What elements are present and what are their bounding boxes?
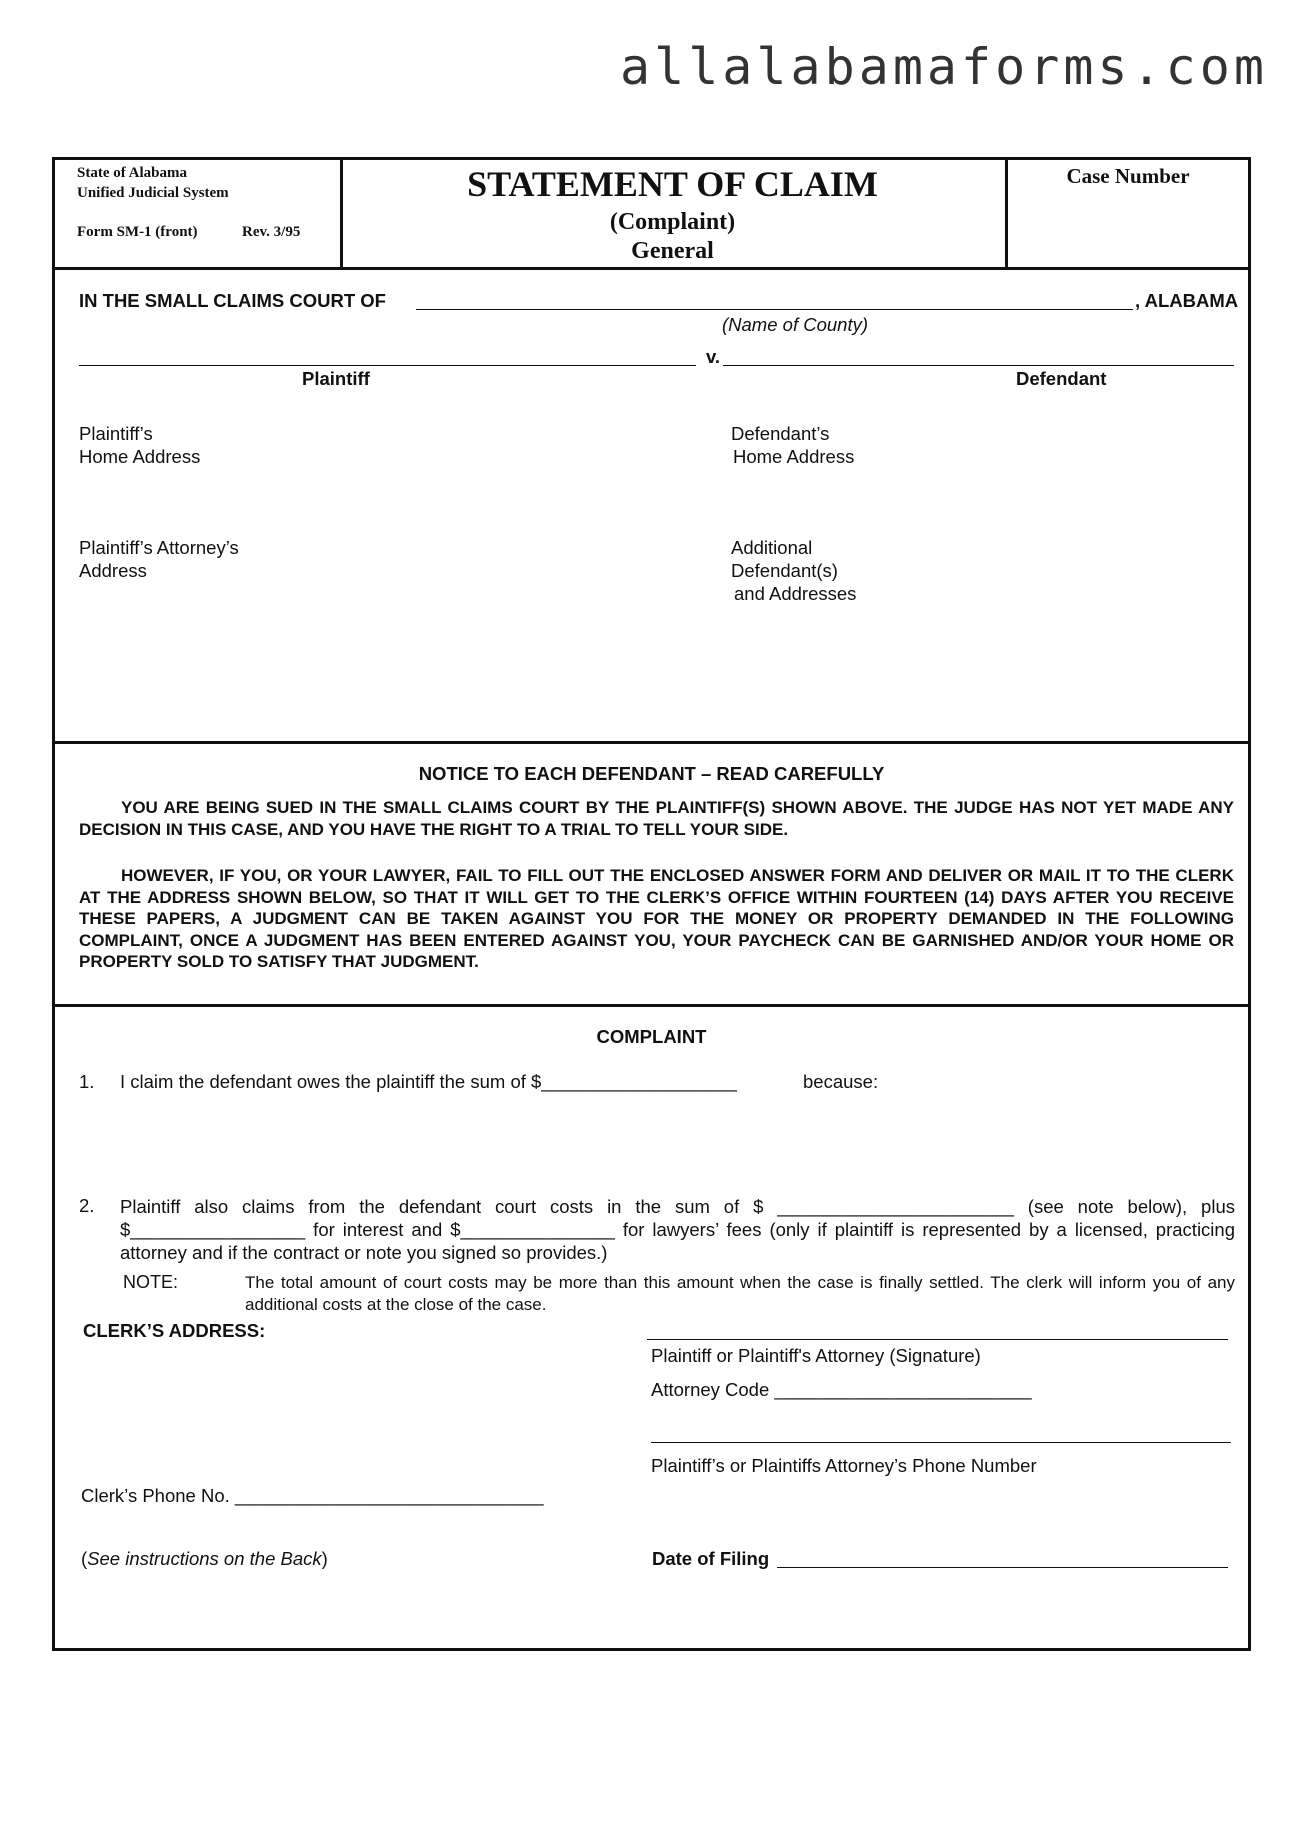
revision-label: Rev. 3/95 — [242, 224, 301, 240]
notice-paragraph-1: YOU ARE BEING SUED IN THE SMALL CLAIMS COURT BY THE PLAINTIFF(S) SHOWN ABOVE. THE JUDGE HAS NOT YET MADE ANY DECISION IN THIS CASE, AND YOU HAVE THE RIGHT TO A TRIAL TO TELL YOUR SIDE. — [79, 798, 1234, 839]
form-title: STATEMENT OF CLAIM — [467, 164, 878, 204]
court-suffix: , ALABAMA — [1135, 290, 1239, 311]
attorney-code-field[interactable]: Attorney Code _________________________ — [651, 1379, 1032, 1400]
date-of-filing-field[interactable] — [777, 1567, 1228, 1568]
complaint-section — [55, 1004, 1248, 1648]
note-label: NOTE: — [123, 1272, 179, 1292]
item-1-suffix: because: — [803, 1071, 879, 1092]
item-2-text: Plaintiff also claims from the defendant court costs in the sum of $ _______________________ (see note below), plus $_________________ for interest and $_______________ for lawyers’ fees (only if plaintiff is represented by a licensed, practicing attorney and if the contract or note you signed so provides.) — [120, 1196, 1235, 1263]
attorney-address-label-2: Address — [79, 560, 147, 581]
plaintiff-name-field[interactable] — [79, 365, 696, 366]
form-identity-box — [55, 160, 343, 267]
notice-title: NOTICE TO EACH DEFENDANT – READ CAREFULLY — [418, 763, 885, 784]
versus-label: v. — [706, 346, 721, 367]
county-hint: (Name of County) — [722, 314, 868, 335]
title-box — [340, 160, 1008, 267]
case-number-box[interactable] — [1008, 160, 1248, 267]
county-field[interactable] — [416, 309, 1133, 310]
signature-line[interactable] — [647, 1339, 1228, 1340]
defendant-name-field[interactable] — [723, 365, 1234, 366]
additional-defendants-label-2: Defendant(s) — [731, 560, 838, 581]
state-label: State of Alabama — [77, 165, 187, 181]
parties-section — [55, 267, 1248, 744]
form-header — [55, 160, 1248, 270]
instructions-text: See instructions on the Back — [87, 1548, 322, 1569]
plaintiff-home-label-1: Plaintiff’s — [79, 423, 153, 444]
defendant-label: Defendant — [1016, 368, 1107, 389]
item-1-number: 1. — [79, 1071, 95, 1092]
court-prefix: IN THE SMALL CLAIMS COURT OF — [79, 290, 386, 311]
watermark: allalabamaforms.com — [620, 38, 1268, 96]
instructions-note — [81, 1548, 328, 1570]
defendant-home-label-1: Defendant’s — [731, 423, 830, 444]
signature-label: Plaintiff or Plaintiff's Attorney (Signature) — [651, 1345, 981, 1366]
additional-defendants-label-1: Additional — [731, 537, 813, 558]
instructions-close: ) — [321, 1548, 328, 1569]
phone-number-line[interactable] — [651, 1442, 1231, 1443]
judicial-system-label: Unified Judicial System — [77, 185, 229, 201]
form-id-label: Form SM-1 (front) — [77, 224, 198, 240]
item-1-text: I claim the defendant owes the plaintiff the sum of $___________________ — [120, 1071, 737, 1092]
form-subtitle: (Complaint) — [609, 209, 736, 235]
clerk-address-label: CLERK’S ADDRESS: — [83, 1320, 266, 1341]
form-subtitle-general: General — [631, 238, 714, 264]
clerk-phone-field[interactable]: Clerk’s Phone No. ______________________________ — [81, 1485, 544, 1506]
date-of-filing-label: Date of Filing — [652, 1548, 770, 1569]
item-2-number: 2. — [79, 1195, 95, 1216]
additional-defendants-label-3: and Addresses — [734, 583, 857, 604]
plaintiff-home-label-2: Home Address — [79, 446, 201, 467]
defendant-home-label-2: Home Address — [733, 446, 855, 467]
statement-of-claim-form — [52, 157, 1251, 1651]
phone-number-label: Plaintiff’s or Plaintiffs Attorney’s Phone Number — [651, 1455, 1037, 1476]
notice-paragraph-2: HOWEVER, IF YOU, OR YOUR LAWYER, FAIL TO FILL OUT THE ENCLOSED ANSWER FORM AND DELIVER OR MAIL IT TO THE CLERK AT THE ADDRESS SHOWN BELOW, SO THAT IT WILL GET TO THE CLERK’S OFFICE WITHIN FOURTEEN (14) DAYS AFTER YOU RECEIVE THESE PAPERS, A JUDGMENT CAN BE TAKEN AGAINST YOU FOR THE MONEY OR PROPERTY DEMANDED IN THE FOLLOWING COMPLAINT, ONCE A JUDGMENT HAS BEEN ENTERED AGAINST YOU, YOUR PAYCHECK CAN BE GARNISHED AND/OR YOUR HOME OR PROPERTY SOLD TO SATISFY THAT JUDGMENT. — [79, 866, 1234, 971]
note-text: The total amount of court costs may be more than this amount when the case is finally settled. The clerk will inform you of any additional costs at the close of the case. — [245, 1273, 1235, 1314]
case-number-label: Case Number — [1066, 164, 1190, 188]
complaint-title: COMPLAINT — [596, 1026, 707, 1047]
attorney-address-label-1: Plaintiff’s Attorney’s — [79, 537, 239, 558]
instructions-open: ( — [81, 1548, 88, 1569]
notice-section — [55, 741, 1248, 1007]
plaintiff-label: Plaintiff — [302, 368, 370, 389]
